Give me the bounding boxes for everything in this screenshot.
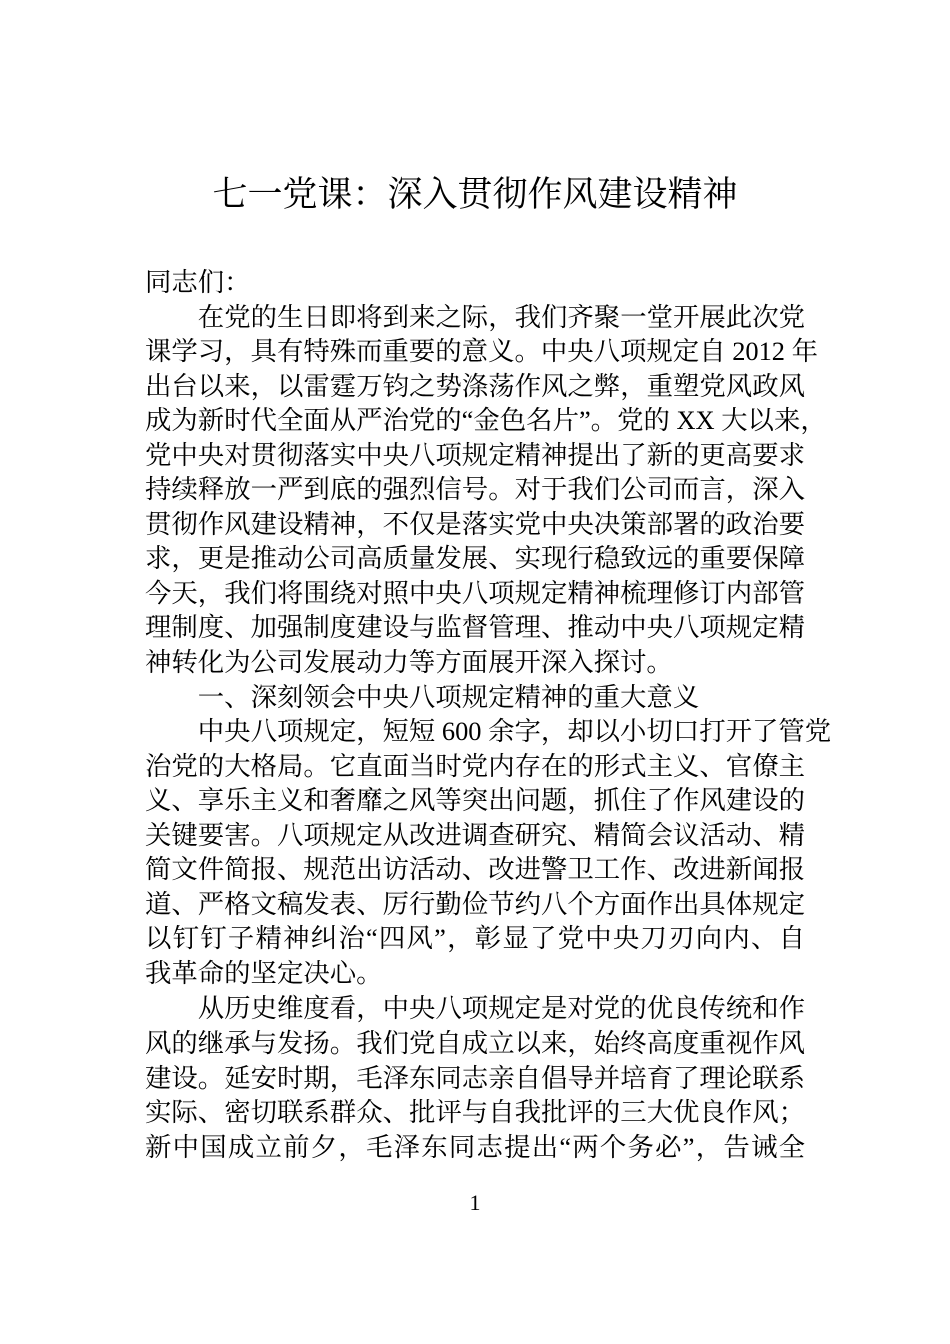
section-heading bbox=[145, 680, 805, 715]
paragraph-line: 我革命的坚定决心。 bbox=[145, 957, 383, 988]
paragraph-line: 中央八项规定，短短 600 余字，却以小切口打开了管党 bbox=[197, 716, 832, 747]
paragraph-line: 关键要害。八项规定从改进调查研究、精简会议活动、精 bbox=[145, 819, 805, 850]
paragraph-line: 成为新时代全面从严治党的“金色名片”。党的 XX 大以来， bbox=[145, 405, 827, 436]
paragraph-line: 出台以来，以雷霆万钧之势涤荡作风之弊，重塑党风政风 bbox=[145, 370, 805, 401]
body-paragraph-history bbox=[145, 991, 805, 1164]
paragraph-line: 从历史维度看，中央八项规定是对党的优良传统和作 bbox=[197, 993, 805, 1024]
paragraph-line: 以钉钉子精神纠治“四风”，彰显了党中央刀刃向内、自 bbox=[145, 923, 805, 954]
paragraph-line: 党中央对贯彻落实中央八项规定精神提出了新的更高要求 bbox=[145, 439, 805, 470]
paragraph-line: 义、享乐主义和奢靡之风等突出问题，抓住了作风建设的 bbox=[145, 785, 805, 816]
body-paragraph-intro bbox=[145, 300, 827, 680]
paragraph-line: 在党的生日即将到来之际，我们齐聚一堂开展此次党 bbox=[197, 301, 805, 332]
paragraph-line: 理制度、加强制度建设与监督管理、推动中央八项规定精 bbox=[145, 612, 805, 643]
paragraph-line: 今天，我们将围绕对照中央八项规定精神梳理修订内部管 bbox=[145, 577, 805, 608]
paragraph-line: 持续释放一严到底的强烈信号。对于我们公司而言，深入 bbox=[145, 474, 805, 505]
paragraph-line: 治党的大格局。它直面当时党内存在的形式主义、官僚主 bbox=[145, 750, 805, 781]
section-heading-text: 一、深刻领会中央八项规定精神的重大意义 bbox=[197, 681, 700, 712]
paragraph-line: 建设。延安时期，毛泽东同志亲自倡导并培育了理论联系 bbox=[145, 1062, 805, 1093]
salutation: 同志们： bbox=[145, 267, 251, 297]
page-number: 1 bbox=[469, 1190, 481, 1215]
paragraph-line: 实际、密切联系群众、批评与自我批评的三大优良作风； bbox=[145, 1097, 805, 1128]
paragraph-line: 神转化为公司发展动力等方面展开深入探讨。 bbox=[145, 647, 673, 678]
body-paragraph-significance bbox=[145, 714, 832, 990]
paragraph-line: 道、严格文稿发表、厉行勤俭节约八个方面作出具体规定 bbox=[145, 888, 805, 919]
paragraph-line: 简文件简报、规范出访活动、改进警卫工作、改进新闻报 bbox=[145, 854, 805, 885]
paragraph-line: 求，更是推动公司高质量发展、实现行稳致远的重要保障 bbox=[145, 543, 805, 574]
document-title: 七一党课：深入贯彻作风建设精神 bbox=[212, 175, 738, 215]
paragraph-line: 风的继承与发扬。我们党自成立以来，始终高度重视作风 bbox=[145, 1028, 805, 1059]
paragraph-line: 课学习，具有特殊而重要的意义。中央八项规定自 2012 年 bbox=[145, 336, 818, 367]
document-body bbox=[145, 265, 832, 1164]
paragraph-line: 新中国成立前夕，毛泽东同志提出“两个务必”，告诫全 bbox=[145, 1131, 805, 1162]
paragraph-line: 贯彻作风建设精神，不仅是落实党中央决策部署的政治要 bbox=[145, 508, 805, 539]
